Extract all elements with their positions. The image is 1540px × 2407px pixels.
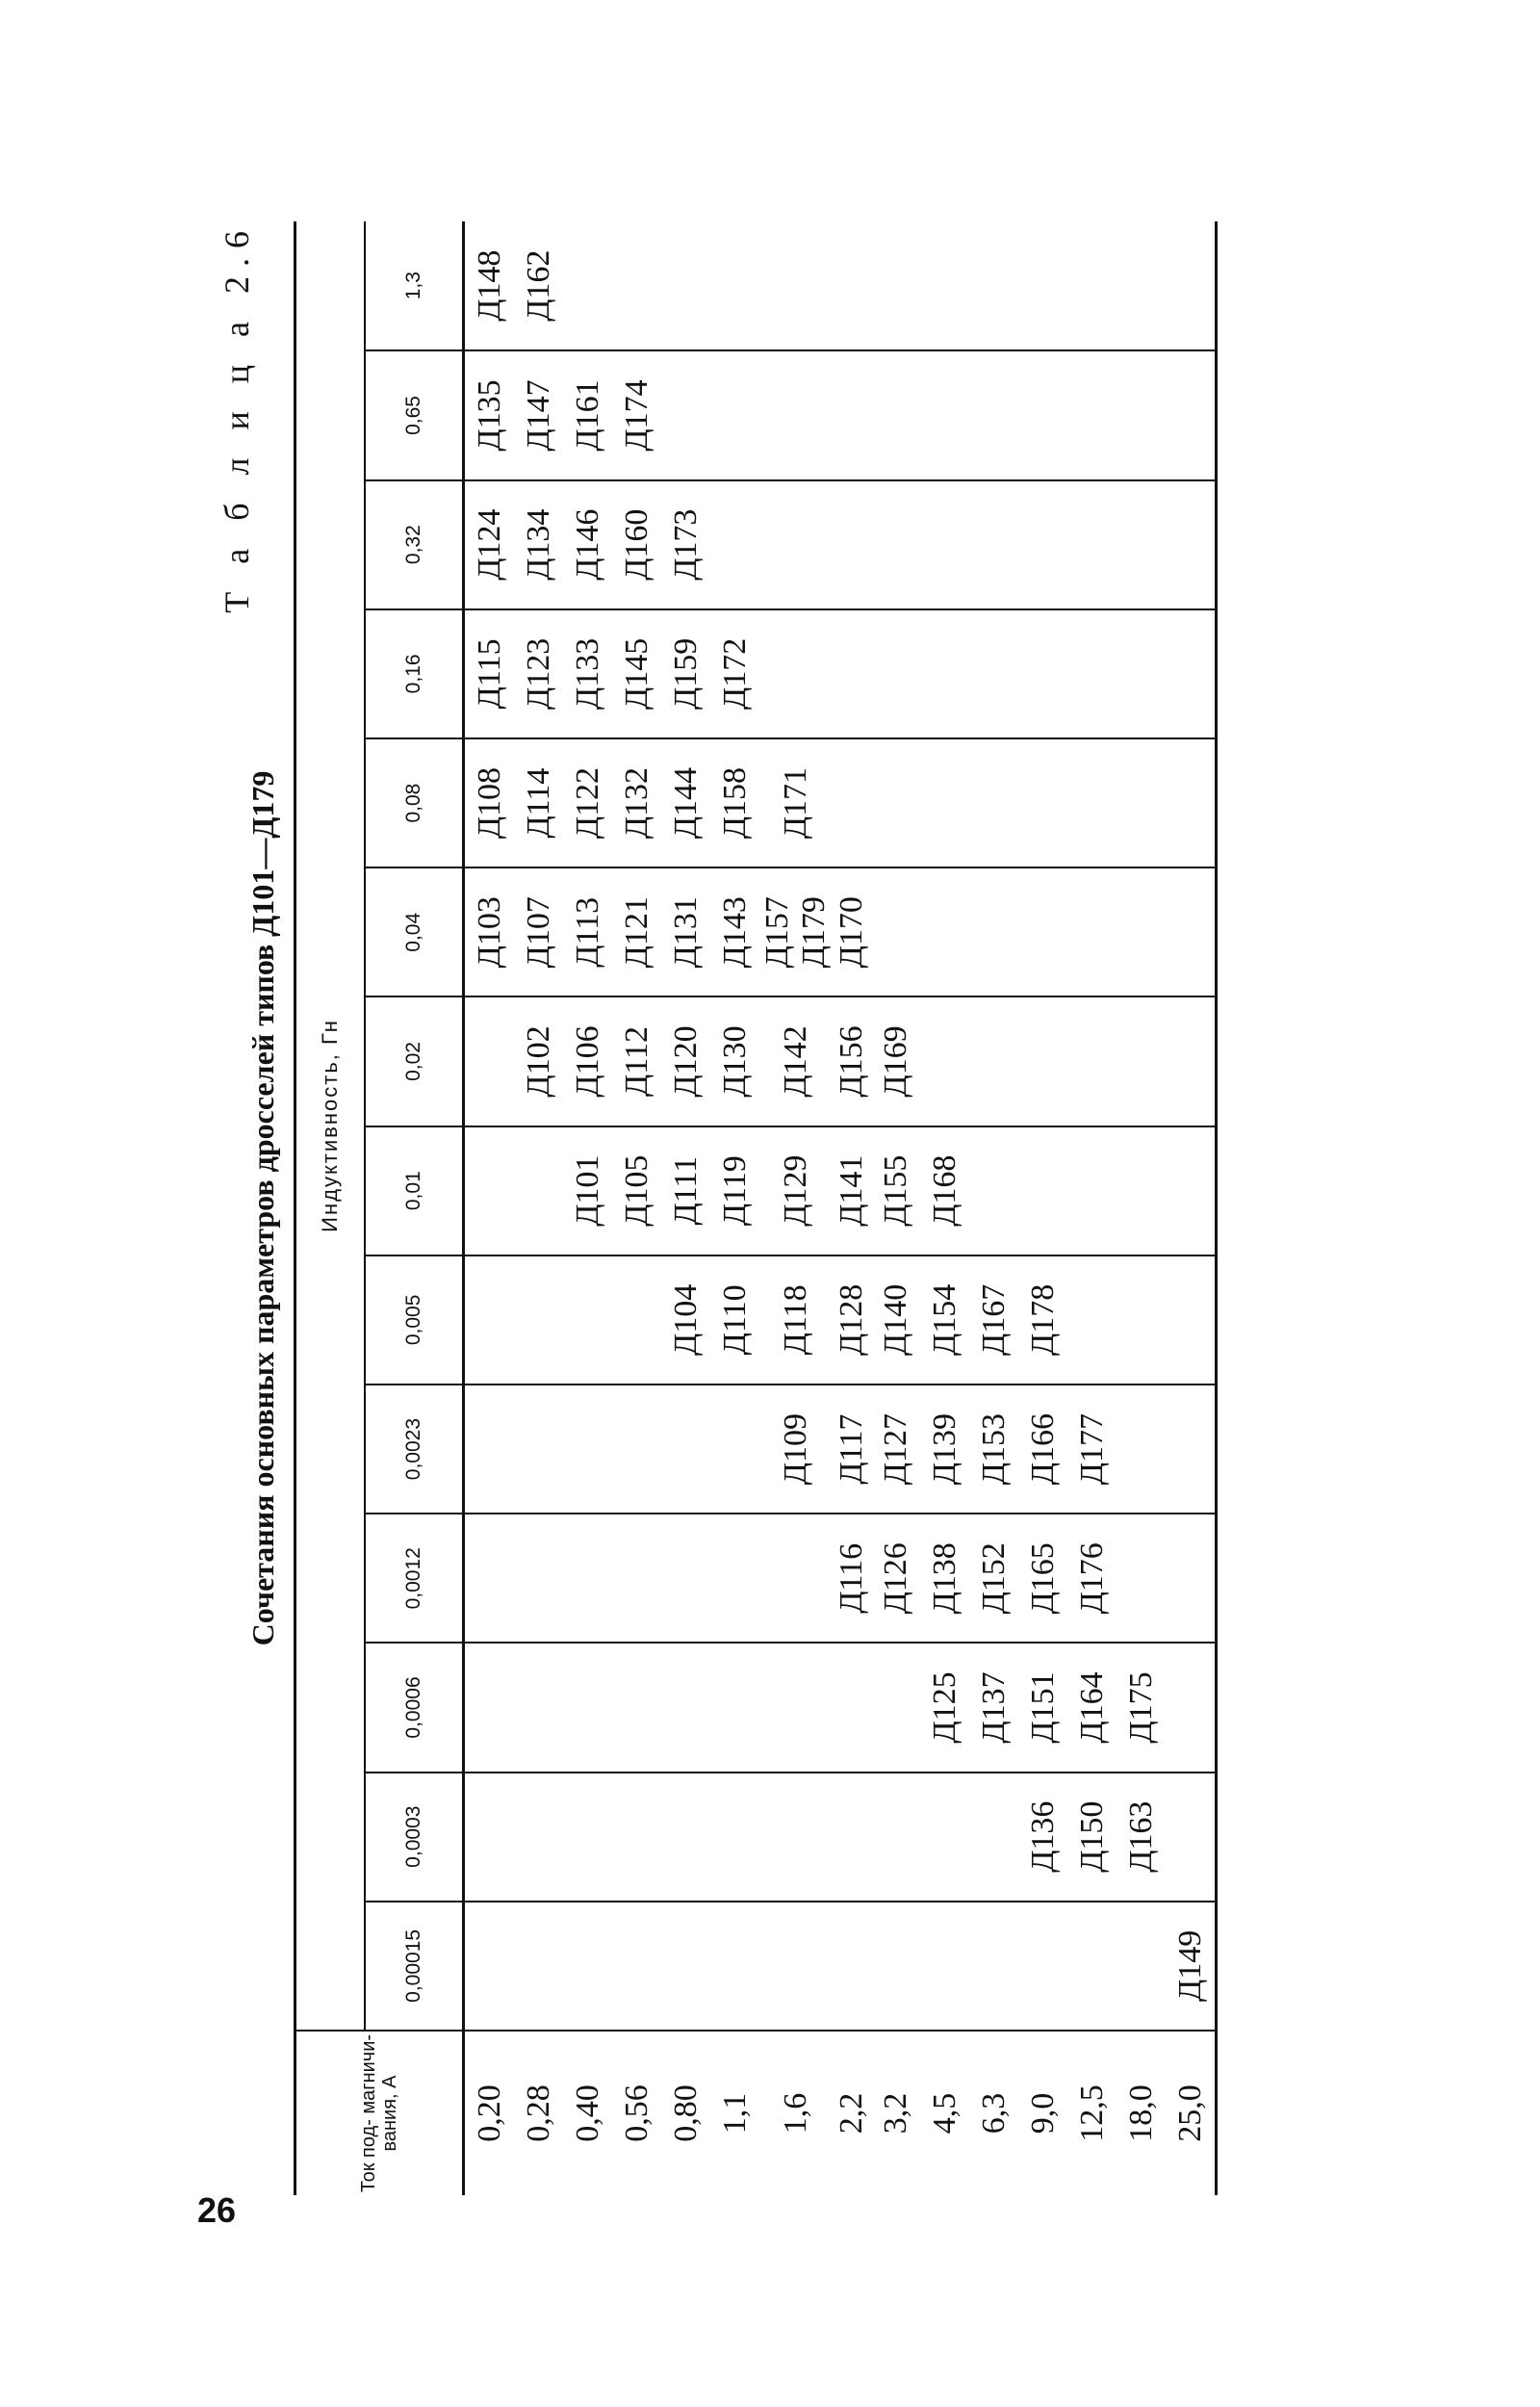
inductor-type-cell [833, 350, 871, 479]
inductor-type-cell: Д120 [661, 996, 710, 1126]
row-header-current: Ток под- магничи- вания, А [295, 2031, 464, 2195]
inductor-type-cell: Д138 [920, 1514, 969, 1643]
inductor-type-cell [871, 1773, 920, 1902]
inductor-type-cell: Д109 [759, 1385, 833, 1514]
inductor-type-cell [661, 1643, 710, 1772]
inductor-type-cell [1018, 996, 1067, 1126]
current-value-cell: 0,40 [563, 2031, 612, 2195]
inductor-type-cell: Д172 [710, 609, 759, 738]
inductor-type-cell: Д107 [514, 867, 563, 996]
inductor-type-cell [833, 480, 871, 609]
inductor-type-cell [464, 1773, 515, 1902]
inductor-type-cell: Д175 [1116, 1643, 1166, 1772]
inductor-type-cell [710, 350, 759, 479]
inductor-type-cell: Д160 [612, 480, 661, 609]
inductor-type-cell [563, 1514, 612, 1643]
inductor-type-cell [1166, 1255, 1217, 1385]
inductor-type-cell [1166, 609, 1217, 738]
inductor-type-cell: Д119 [710, 1126, 759, 1255]
inductor-type-cell: Д173 [661, 480, 710, 609]
inductor-type-cell [612, 221, 661, 350]
inductor-type-cell [1116, 609, 1166, 738]
inductor-type-cell: Д147 [514, 350, 563, 479]
inductor-type-cell [1116, 1255, 1166, 1385]
inductor-type-cell [969, 738, 1018, 867]
inductor-type-cell [1018, 738, 1067, 867]
table-body [464, 221, 1217, 2195]
inductor-type-cell [563, 1643, 612, 1772]
inductor-type-cell: Д149 [1166, 1902, 1217, 2031]
column-header: 0,32 [365, 480, 464, 609]
current-value-cell: 1,1 [710, 2031, 759, 2195]
inductor-type-cell [833, 609, 871, 738]
inductor-type-cell [1116, 1514, 1166, 1643]
column-header: 0,08 [365, 738, 464, 867]
inductor-type-cell [871, 1902, 920, 2031]
inductor-type-cell [1166, 1773, 1217, 1902]
inductor-type-cell [514, 1773, 563, 1902]
inductor-type-cell [969, 221, 1018, 350]
inductor-type-cell: Д156 [833, 996, 871, 1126]
table-row [612, 221, 661, 2195]
table-row [871, 221, 920, 2195]
table-row [833, 221, 871, 2195]
table-row [1116, 221, 1166, 2195]
inductor-type-cell [612, 1773, 661, 1902]
inductor-type-cell [969, 1126, 1018, 1255]
inductor-type-cell [464, 996, 515, 1126]
inductor-type-cell [710, 1385, 759, 1514]
inductor-type-cell [1166, 1126, 1217, 1255]
inductor-type-cell [1116, 996, 1166, 1126]
inductor-type-cell: Д139 [920, 1385, 969, 1514]
current-value-cell: 0,20 [464, 2031, 515, 2195]
inductor-type-cell: Д165 [1018, 1514, 1067, 1643]
inductor-type-cell: Д174 [612, 350, 661, 479]
inductor-type-cell: Д159 [661, 609, 710, 738]
inductor-type-cell [710, 1902, 759, 2031]
inductor-type-cell: Д150 [1067, 1773, 1116, 1902]
current-value-cell: 0,56 [612, 2031, 661, 2195]
inductor-type-cell [1116, 738, 1166, 867]
inductor-type-cell: Д105 [612, 1126, 661, 1255]
inductor-type-cell [612, 1902, 661, 2031]
inductor-type-cell [464, 1514, 515, 1643]
inductor-type-cell [710, 480, 759, 609]
inductor-type-cell [1067, 221, 1116, 350]
inductor-type-cell [514, 1643, 563, 1772]
inductor-type-cell: Д113 [563, 867, 612, 996]
column-header: 1,3 [365, 221, 464, 350]
inductor-type-cell: Д157 Д179 [759, 867, 833, 996]
column-header: 0,0006 [365, 1643, 464, 1772]
inductor-type-cell: Д170 [833, 867, 871, 996]
inductor-type-cell: Д137 [969, 1643, 1018, 1772]
inductor-type-cell: Д132 [612, 738, 661, 867]
inductor-type-cell [1166, 480, 1217, 609]
inductor-type-cell: Д108 [464, 738, 515, 867]
inductor-type-cell: Д104 [661, 1255, 710, 1385]
inductor-type-cell: Д167 [969, 1255, 1018, 1385]
inductor-type-cell: Д162 [520, 249, 556, 322]
inductor-type-cell [1067, 1126, 1116, 1255]
current-value-cell: 0,28 [514, 2031, 563, 2195]
inductor-type-cell: Д121 [612, 867, 661, 996]
inductor-type-cell: Д177 [1067, 1385, 1116, 1514]
inductor-type-cell [1166, 996, 1217, 1126]
inductor-type-cell: Д102 [514, 996, 563, 1126]
table-row [661, 221, 710, 2195]
inductor-type-cell [1116, 480, 1166, 609]
inductor-type-cell [969, 867, 1018, 996]
inductor-type-cell [464, 1385, 515, 1514]
table-row [969, 221, 1018, 2195]
inductor-type-cell [464, 1643, 515, 1772]
inductor-type-cell: Д117 [833, 1385, 871, 1514]
inductor-type-cell [1067, 867, 1116, 996]
inductor-type-cell [563, 1255, 612, 1385]
page-number: 26 [197, 2190, 237, 2230]
inductor-type-cell [1067, 480, 1116, 609]
column-header: 0,0023 [365, 1385, 464, 1514]
inductor-type-cell [1067, 609, 1116, 738]
inductor-type-cell [759, 1773, 833, 1902]
inductor-type-cell [871, 350, 920, 479]
table-row [1067, 221, 1116, 2195]
current-value-cell: 25,0 [1166, 2031, 1217, 2195]
inductor-type-cell: Д176 [1067, 1514, 1116, 1643]
table-title: Сочетания основных параметров дросселей типов Д101—Д179 [245, 770, 280, 1646]
inductor-type-cell [969, 1902, 1018, 2031]
inductor-type-cell [661, 1902, 710, 2031]
inductor-type-cell: Д126 [871, 1514, 920, 1643]
inductor-type-cell [969, 996, 1018, 1126]
rotated-table-block [217, 221, 1323, 2195]
inductor-type-cell: Д129 [759, 1126, 833, 1255]
inductor-type-cell: Д112 [612, 996, 661, 1126]
inductor-type-cell [833, 1902, 871, 2031]
inductor-type-cell [661, 350, 710, 479]
inductor-type-cell: Д123 [514, 609, 563, 738]
inductor-type-cell: Д141 [833, 1126, 871, 1255]
header-row-group [295, 221, 366, 2195]
inductor-type-cell: Д148 [471, 249, 507, 322]
current-value-cell: 0,80 [661, 2031, 710, 2195]
inductor-type-cell [1067, 996, 1116, 1126]
inductor-type-cell: Д131 [661, 867, 710, 996]
inductor-type-cell [464, 1255, 515, 1385]
inductor-type-cell [920, 221, 969, 350]
inductor-type-cell [514, 1902, 563, 2031]
inductor-type-cell [759, 1514, 833, 1643]
inductor-type-cell [1067, 350, 1116, 479]
inductor-type-cell: Д114 [514, 738, 563, 867]
inductor-type-cell [464, 1902, 515, 2031]
inductor-type-cell [871, 609, 920, 738]
table-row [563, 221, 612, 2195]
inductor-type-cell: Д155 [871, 1126, 920, 1255]
inductor-type-cell: Д171 [759, 738, 833, 867]
group-header-inductance: Индуктивность, Гн [295, 221, 366, 2031]
column-header: 0,00015 [365, 1902, 464, 2031]
inductor-type-cell: Д168 [920, 1126, 969, 1255]
current-value-cell: 6,3 [969, 2031, 1018, 2195]
inductor-type-cell: Д106 [563, 996, 612, 1126]
inductor-type-cell [871, 1643, 920, 1772]
inductor-type-cell: Д143 [710, 867, 759, 996]
current-value-cell: 18,0 [1116, 2031, 1166, 2195]
table-container [294, 221, 1218, 2195]
current-value-cell: 3,2 [871, 2031, 920, 2195]
inductor-type-cell [759, 609, 833, 738]
inductor-type-cell: Д158 [710, 738, 759, 867]
inductor-type-cell [563, 1902, 612, 2031]
column-header: 0,0012 [365, 1514, 464, 1643]
inductor-type-cell [759, 221, 833, 350]
inductor-type-cell: Д151 [1018, 1643, 1067, 1772]
inductor-type-cell [661, 1773, 710, 1902]
inductor-type-cell [871, 867, 920, 996]
inductor-type-cell: Д103 [464, 867, 515, 996]
inductor-type-cell [1116, 1902, 1166, 2031]
table-row [514, 221, 563, 2195]
inductor-type-cell [1067, 1902, 1116, 2031]
inductor-type-cell [514, 1385, 563, 1514]
column-header: 0,02 [365, 996, 464, 1126]
inductor-type-cell: Д135 [464, 350, 515, 479]
inductor-type-cell [710, 1643, 759, 1772]
table-caption: Т а б л и ц а 2.6 [218, 221, 256, 613]
inductor-type-cell [1018, 350, 1067, 479]
inductor-type-cell [759, 1643, 833, 1772]
inductor-type-cell: Д161 [563, 350, 612, 479]
inductor-type-cell: Д130 [710, 996, 759, 1126]
inductor-type-cell: Д145 [612, 609, 661, 738]
inductor-type-cell: Д178 [1018, 1255, 1067, 1385]
inductor-type-cell: Д128 [833, 1255, 871, 1385]
inductor-type-cell [969, 480, 1018, 609]
inductor-type-cell: Д124 [464, 480, 515, 609]
inductor-type-cell [563, 1385, 612, 1514]
inductor-type-cell [1166, 221, 1217, 350]
inductor-type-cell: Д140 [871, 1255, 920, 1385]
inductor-type-cell [871, 480, 920, 609]
inductor-type-cell [920, 609, 969, 738]
inductor-type-cell: Д127 [871, 1385, 920, 1514]
inductor-type-cell [612, 1385, 661, 1514]
inductor-type-cell: Д101 [563, 1126, 612, 1255]
inductor-type-cell [833, 1643, 871, 1772]
inductor-type-cell [1018, 867, 1067, 996]
current-value-cell: 2,2 [833, 2031, 871, 2195]
inductor-type-cell [1166, 350, 1217, 479]
inductor-type-cell: Д110 [710, 1255, 759, 1385]
current-value-cell: 12,5 [1067, 2031, 1116, 2195]
inductor-type-cell: Д146 [563, 480, 612, 609]
inductor-type-cell [920, 1902, 969, 2031]
current-value-cell: 9,0 [1018, 2031, 1067, 2195]
inductor-type-cell [871, 738, 920, 867]
inductor-type-cell [1166, 1643, 1217, 1772]
inductor-type-cell [1166, 1514, 1217, 1643]
inductor-type-cell [871, 221, 920, 350]
inductor-type-cell [833, 738, 871, 867]
table-row [710, 221, 759, 2195]
inductor-type-cell [563, 1773, 612, 1902]
inductor-type-cell: Д154 [920, 1255, 969, 1385]
inductor-type-cell [514, 1514, 563, 1643]
inductor-type-cell: Д144 [661, 738, 710, 867]
inductor-type-cell [464, 1126, 515, 1255]
column-header: 0,16 [365, 609, 464, 738]
inductor-type-cell: Д164 [1067, 1643, 1116, 1772]
inductor-type-cell [710, 221, 759, 350]
inductor-type-cell [833, 1773, 871, 1902]
column-header: 0,005 [365, 1255, 464, 1385]
table-row [1018, 221, 1067, 2195]
inductor-type-cell: Д115 [464, 609, 515, 738]
inductor-type-cell [920, 480, 969, 609]
inductor-type-cell [1166, 867, 1217, 996]
inductor-type-cell [1116, 350, 1166, 479]
inductor-type-cell [1018, 1126, 1067, 1255]
column-header: 0,01 [365, 1126, 464, 1255]
inductor-type-cell: Д166 [1018, 1385, 1067, 1514]
inductor-type-cell [1018, 609, 1067, 738]
inductor-type-cell [661, 1385, 710, 1514]
inductor-type-cell: Д118 [759, 1255, 833, 1385]
inductor-type-cell [920, 996, 969, 1126]
inductor-type-cell: Д142 [759, 996, 833, 1126]
current-value-cell: 4,5 [920, 2031, 969, 2195]
inductor-type-cell [1116, 867, 1166, 996]
inductor-type-cell [514, 1255, 563, 1385]
inductor-type-cell: Д134 [514, 480, 563, 609]
inductor-type-cell: Д169 [871, 996, 920, 1126]
inductor-type-cell [661, 221, 710, 350]
inductor-type-cell [969, 350, 1018, 479]
inductor-type-cell [920, 1773, 969, 1902]
inductor-type-cell [1018, 221, 1067, 350]
inductor-type-cell [612, 1514, 661, 1643]
column-header: 0,65 [365, 350, 464, 479]
inductor-type-cell: Д122 [563, 738, 612, 867]
inductor-type-cell [514, 1126, 563, 1255]
inductor-type-cell [1067, 738, 1116, 867]
table-row [920, 221, 969, 2195]
column-header: 0,0003 [365, 1773, 464, 1902]
inductor-type-cell [1067, 1255, 1116, 1385]
inductor-type-cell [1166, 1385, 1217, 1514]
inductor-type-cell: Д111 [661, 1126, 710, 1255]
column-header: 0,04 [365, 867, 464, 996]
inductor-type-cell [1116, 1126, 1166, 1255]
inductor-type-cell: Д136 [1018, 1773, 1067, 1902]
inductor-type-cell [612, 1255, 661, 1385]
inductor-type-cell [661, 1514, 710, 1643]
inductor-type-cell [710, 1773, 759, 1902]
inductor-type-cell [920, 350, 969, 479]
inductor-type-cell [833, 221, 871, 350]
header-row-columns [365, 221, 464, 2195]
inductor-type-cell: Д163 [1116, 1773, 1166, 1902]
inductor-type-cell [563, 221, 612, 350]
inductor-type-cell [1116, 221, 1166, 350]
inductor-type-cell [1018, 480, 1067, 609]
inductor-type-cell [1018, 1902, 1067, 2031]
table-row [759, 221, 833, 2195]
inductor-parameters-table [294, 221, 1218, 2195]
inductor-type-cell [920, 738, 969, 867]
inductor-type-cell [1166, 738, 1217, 867]
inductor-type-cell [759, 1902, 833, 2031]
inductor-type-cell: Д133 [563, 609, 612, 738]
inductor-type-cell [710, 1514, 759, 1643]
inductor-type-cell: Д125 [920, 1643, 969, 1772]
inductor-type-cell: Д152 [969, 1514, 1018, 1643]
inductor-type-cell [759, 350, 833, 479]
inductor-type-cell: Д116 [833, 1514, 871, 1643]
inductor-type-cell [612, 1643, 661, 1772]
inductor-type-cell [759, 480, 833, 609]
current-value-cell: 1,6 [759, 2031, 833, 2195]
table-row [464, 221, 515, 2195]
inductor-type-cell [920, 867, 969, 996]
inductor-type-cell: Д153 [969, 1385, 1018, 1514]
inductor-type-cell [969, 1773, 1018, 1902]
inductor-type-cell [969, 609, 1018, 738]
inductor-type-cell [1116, 1385, 1166, 1514]
table-row [1166, 221, 1217, 2195]
